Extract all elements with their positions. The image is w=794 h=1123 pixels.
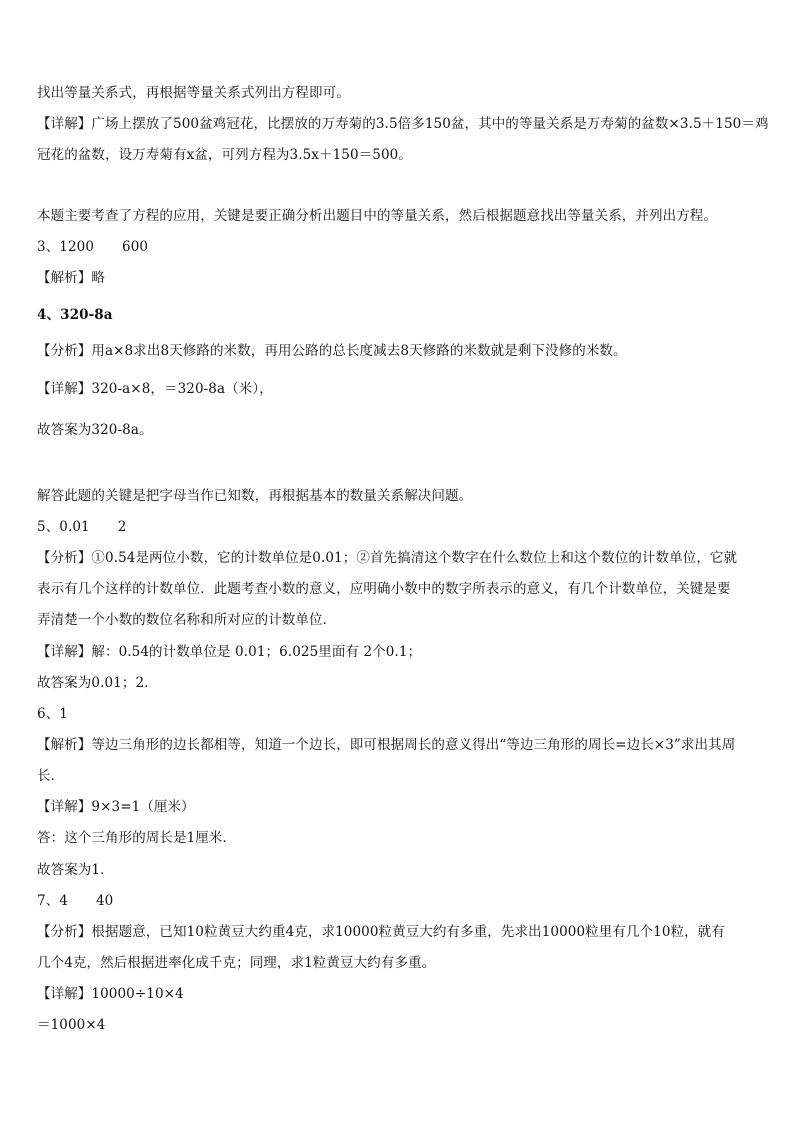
text-line: 【详解】10000÷10×4 bbox=[37, 986, 184, 1002]
text-line: 表示有几个这样的计数单位．此题考查小数的意义，应明确小数中的数字所表示的意义，有几个计数单位，关键是要 bbox=[37, 581, 731, 597]
text-line: 【详解】解：0.54的计数单位是 0.01；6.025里面有 2个0.1； bbox=[37, 644, 422, 660]
answer-number: 5、0.01 bbox=[37, 519, 90, 535]
answer-line-7 bbox=[37, 892, 764, 910]
answer-line-5 bbox=[37, 518, 764, 536]
answer-value: 600 bbox=[122, 239, 149, 255]
text-line: 【分析】根据题意，已知10粒黄豆大约重4克，求10000粒黄豆大约有多重，先求出10000粒里有几个10粒，就有 bbox=[37, 924, 725, 940]
answer-line-3 bbox=[37, 238, 764, 256]
text-line: 【详解】320-a×8，＝320-8a（米）， bbox=[37, 381, 273, 397]
text-line: 本题主要考查了方程的应用，关键是要正确分析出题目中的等量关系，然后根据题意找出等量关系，并列出方程。 bbox=[37, 208, 717, 224]
text-line: 【解析】略 bbox=[37, 270, 105, 286]
answer-line-6: 6、1 bbox=[37, 706, 68, 722]
answer-value: 40 bbox=[95, 893, 114, 909]
text-line: 弄清楚一个小数的数位名称和所对应的计数单位． bbox=[37, 612, 337, 628]
text-line: 几个4克，然后根据进率化成千克；同理，求1粒黄豆大约有多重。 bbox=[37, 955, 436, 971]
text-line: 【分析】①0.54是两位小数，它的计数单位是0.01；②首先搞清这个数字在什么数位上和这个数位的计数单位，它就 bbox=[37, 550, 738, 566]
answer-value: 2 bbox=[117, 519, 127, 535]
text-line: ＝1000×4 bbox=[37, 1017, 106, 1033]
answer-number: 7、4 bbox=[37, 893, 68, 909]
text-line: 故答案为0.01；2． bbox=[37, 675, 158, 691]
text-line: 故答案为320-8a。 bbox=[37, 422, 153, 438]
text-line: 【解析】等边三角形的边长都相等，知道一个边长，即可根据周长的意义得出“等边三角形的周长=边长×3”求出其周 bbox=[37, 737, 736, 753]
text-line: 【详解】广场上摆放了500盆鸡冠花，比摆放的万寿菊的3.5倍多150盆，其中的等量关系是万寿菊的盆数×3.5＋150＝鸡 bbox=[37, 116, 769, 132]
text-line: 故答案为1． bbox=[37, 862, 114, 878]
text-line: 找出等量关系式，再根据等量关系式列出方程即可。 bbox=[37, 85, 350, 101]
text-line: 长． bbox=[37, 768, 65, 784]
answer-number: 3、1200 bbox=[37, 239, 95, 255]
text-line: 解答此题的关键是把字母当作已知数，再根据基本的数量关系解决问题。 bbox=[37, 488, 473, 504]
text-line: 【详解】9×3=1（厘米） bbox=[37, 799, 195, 815]
answer-line-4: 4、320-8a bbox=[37, 307, 113, 323]
text-line: 冠花的盆数，设万寿菊有x盆，可列方程为3.5x＋150＝500。 bbox=[37, 147, 412, 163]
text-line: 【分析】用a×8求出8天修路的米数，再用公路的总长度减去8天修路的米数就是剩下没修的米数。 bbox=[37, 343, 627, 359]
text-line: 答：这个三角形的周长是1厘米． bbox=[37, 830, 237, 846]
